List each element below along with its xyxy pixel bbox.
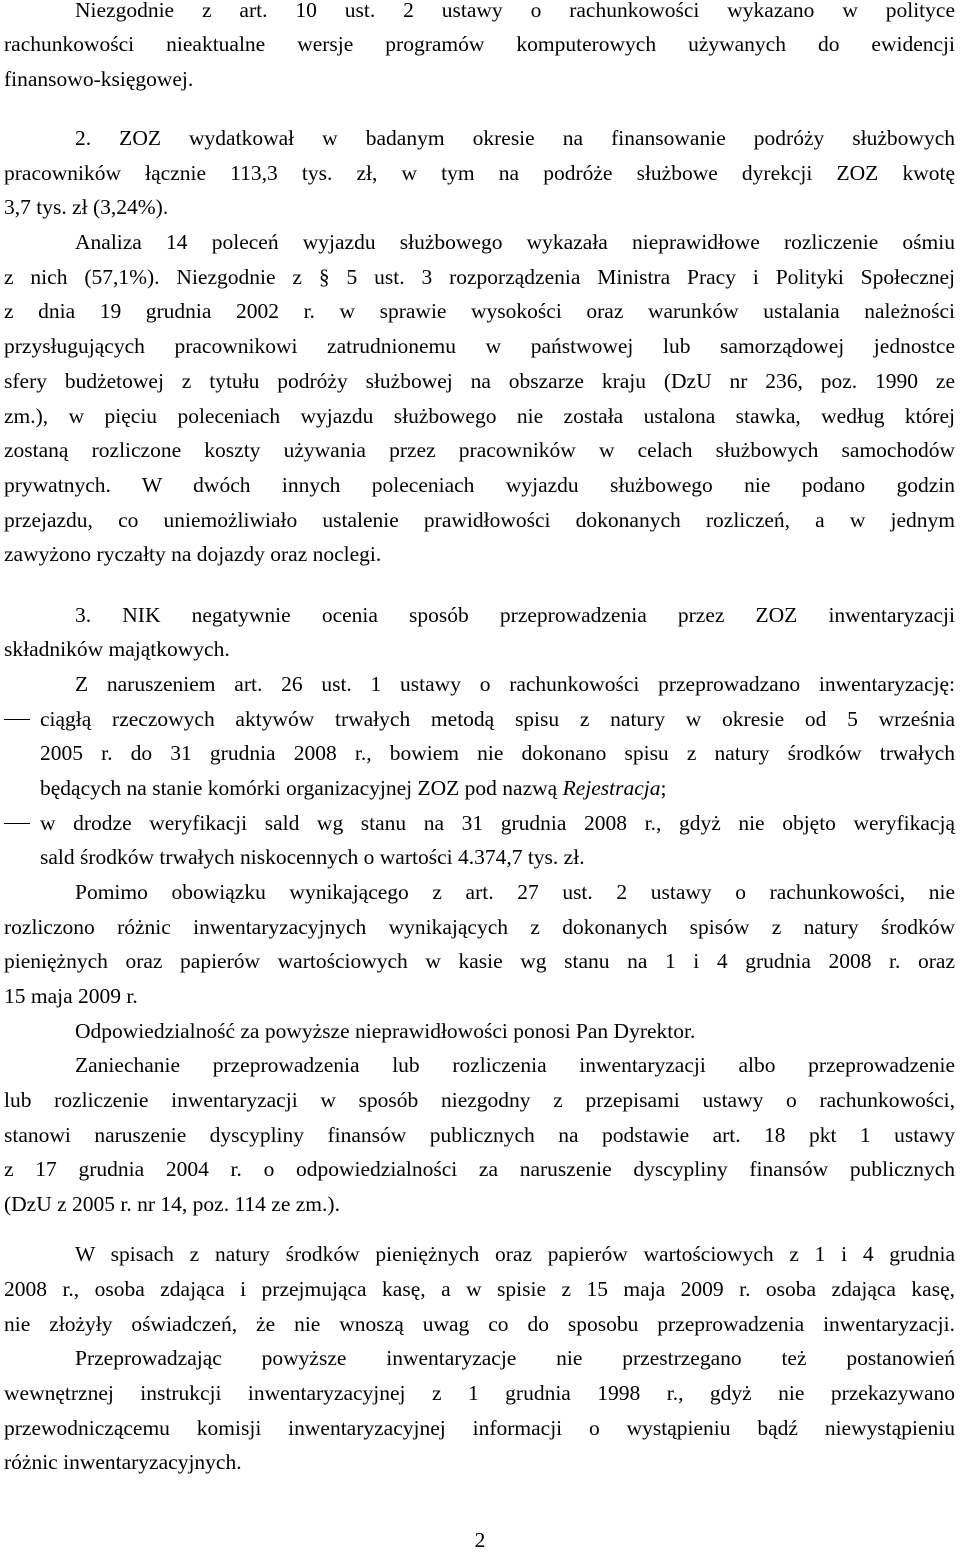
text-line: Analiza 14 poleceń wyjazdu służbowego wykazała nieprawidłowe rozliczenie ośmiu (75, 230, 955, 254)
text-line: W spisach z natury środków pieniężnych oraz papierów wartościowych z 1 i 4 grudnia (75, 1242, 955, 1266)
text-span: będących na stanie komórki organizacyjnej ZOZ pod nazwą (40, 776, 563, 800)
text-line: rozliczono różnic inwentaryzacyjnych wynikających z dokonanych spisów z natury środków (4, 915, 955, 939)
text-line: zm.), w pięciu poleceniach wyjazdu służbowego nie została ustalona stawka, według której (4, 404, 955, 428)
text-line: Zaniechanie przeprowadzenia lub rozliczenia inwentaryzacji albo przeprowadzenie (75, 1053, 955, 1077)
text-line (40, 776, 955, 800)
text-line: ciągłą rzeczowych aktywów trwałych metodą spisu z natury w okresie od 5 września (40, 707, 955, 731)
text-line: zostaną rozliczone koszty używania przez pracowników w celach służbowych samochodów (4, 438, 955, 462)
text-line: pieniężnych oraz papierów wartościowych w kasie wg stanu na 1 i 4 grudnia 2008 r. oraz (4, 949, 955, 973)
text-line: sfery budżetowej z tytułu podróży służbowej na obszarze kraju (DzU nr 236, poz. 1990 ze (4, 369, 955, 393)
text-line: różnic inwentaryzacyjnych. (4, 1450, 242, 1474)
text-line: Przeprowadzając powyższe inwentaryzacje nie przestrzegano też postanowień (75, 1346, 955, 1370)
bullet-dash (4, 823, 30, 824)
text-line: przewodniczącemu komisji inwentaryzacyjnej informacji o wystąpieniu bądź niewystąpieniu (4, 1416, 955, 1440)
text-line: Niezgodnie z art. 10 ust. 2 ustawy o rachunkowości wykazano w polityce (75, 0, 955, 22)
text-line: nie złożyły oświadczeń, że nie wnoszą uwag co do sposobu przeprowadzenia inwentaryzacji. (4, 1312, 955, 1336)
text-line: składników majątkowych. (4, 637, 230, 661)
text-line: rachunkowości nieaktualne wersje programów komputerowych używanych do ewidencji (4, 32, 955, 56)
text-span-italic: Rejestracja (562, 776, 661, 800)
text-line: pracowników łącznie 113,3 tys. zł, w tym na podróże służbowe dyrekcji ZOZ kwotę (4, 161, 955, 185)
text-line: lub rozliczenie inwentaryzacji w sposób niezgodny z przepisami ustawy o rachunkowości, (4, 1088, 955, 1112)
text-line: przysługujących pracownikowi zatrudnionemu w państwowej lub samorządowej jednostce (4, 334, 955, 358)
page-number: 2 (474, 1528, 486, 1552)
text-line: 2. ZOZ wydatkował w badanym okresie na finansowanie podróży służbowych (75, 126, 955, 150)
text-line: finansowo-księgowej. (4, 67, 194, 91)
text-line: 15 maja 2009 r. (4, 984, 138, 1008)
text-line: 3,7 tys. zł (3,24%). (4, 195, 169, 219)
text-line: z dnia 19 grudnia 2002 r. w sprawie wysokości oraz warunków ustalania należności (4, 299, 955, 323)
text-line: 2005 r. do 31 grudnia 2008 r., bowiem nie dokonano spisu z natury środków trwałych (40, 741, 955, 765)
text-line: z nich (57,1%). Niezgodnie z § 5 ust. 3 rozporządzenia Ministra Pracy i Polityki Społecznej (4, 265, 955, 289)
text-line: 2008 r., osoba zdająca i przejmująca kasę, a w spisie z 15 maja 2009 r. osoba zdająca kasę, (4, 1277, 955, 1301)
text-line: wewnętrznej instrukcji inwentaryzacyjnej z 1 grudnia 1998 r., gdyż nie przekazywano (4, 1381, 955, 1405)
text-line: Odpowiedzialność za powyższe nieprawidłowości ponosi Pan Dyrektor. (75, 1019, 696, 1043)
text-line: stanowi naruszenie dyscypliny finansów publicznych na podstawie art. 18 pkt 1 ustawy (4, 1123, 955, 1147)
text-line: (DzU z 2005 r. nr 14, poz. 114 ze zm.). (4, 1192, 340, 1216)
text-line: Pomimo obowiązku wynikającego z art. 27 ust. 2 ustawy o rachunkowości, nie (75, 880, 955, 904)
text-line: prywatnych. W dwóch innych poleceniach wyjazdu służbowego nie podano godzin (4, 473, 955, 497)
text-line: w drodze weryfikacji sald wg stanu na 31 grudnia 2008 r., gdyż nie objęto weryfikacją (40, 811, 955, 835)
text-line: przejazdu, co uniemożliwiało ustalenie prawidłowości dokonanych rozliczeń, a w jednym (4, 508, 955, 532)
text-line: 3. NIK negatywnie ocenia sposób przeprowadzenia przez ZOZ inwentaryzacji (75, 603, 955, 627)
text-line: z 17 grudnia 2004 r. o odpowiedzialności za naruszenie dyscypliny finansów publicznych (4, 1157, 955, 1181)
text-line: sald środków trwałych niskocennych o wartości 4.374,7 tys. zł. (40, 845, 585, 869)
bullet-dash (4, 719, 30, 720)
text-span: ; (660, 776, 667, 800)
text-line: zawyżono ryczałty na dojazdy oraz noclegi. (4, 542, 382, 566)
text-line: Z naruszeniem art. 26 ust. 1 ustawy o rachunkowości przeprowadzano inwentaryzację: (75, 672, 955, 696)
